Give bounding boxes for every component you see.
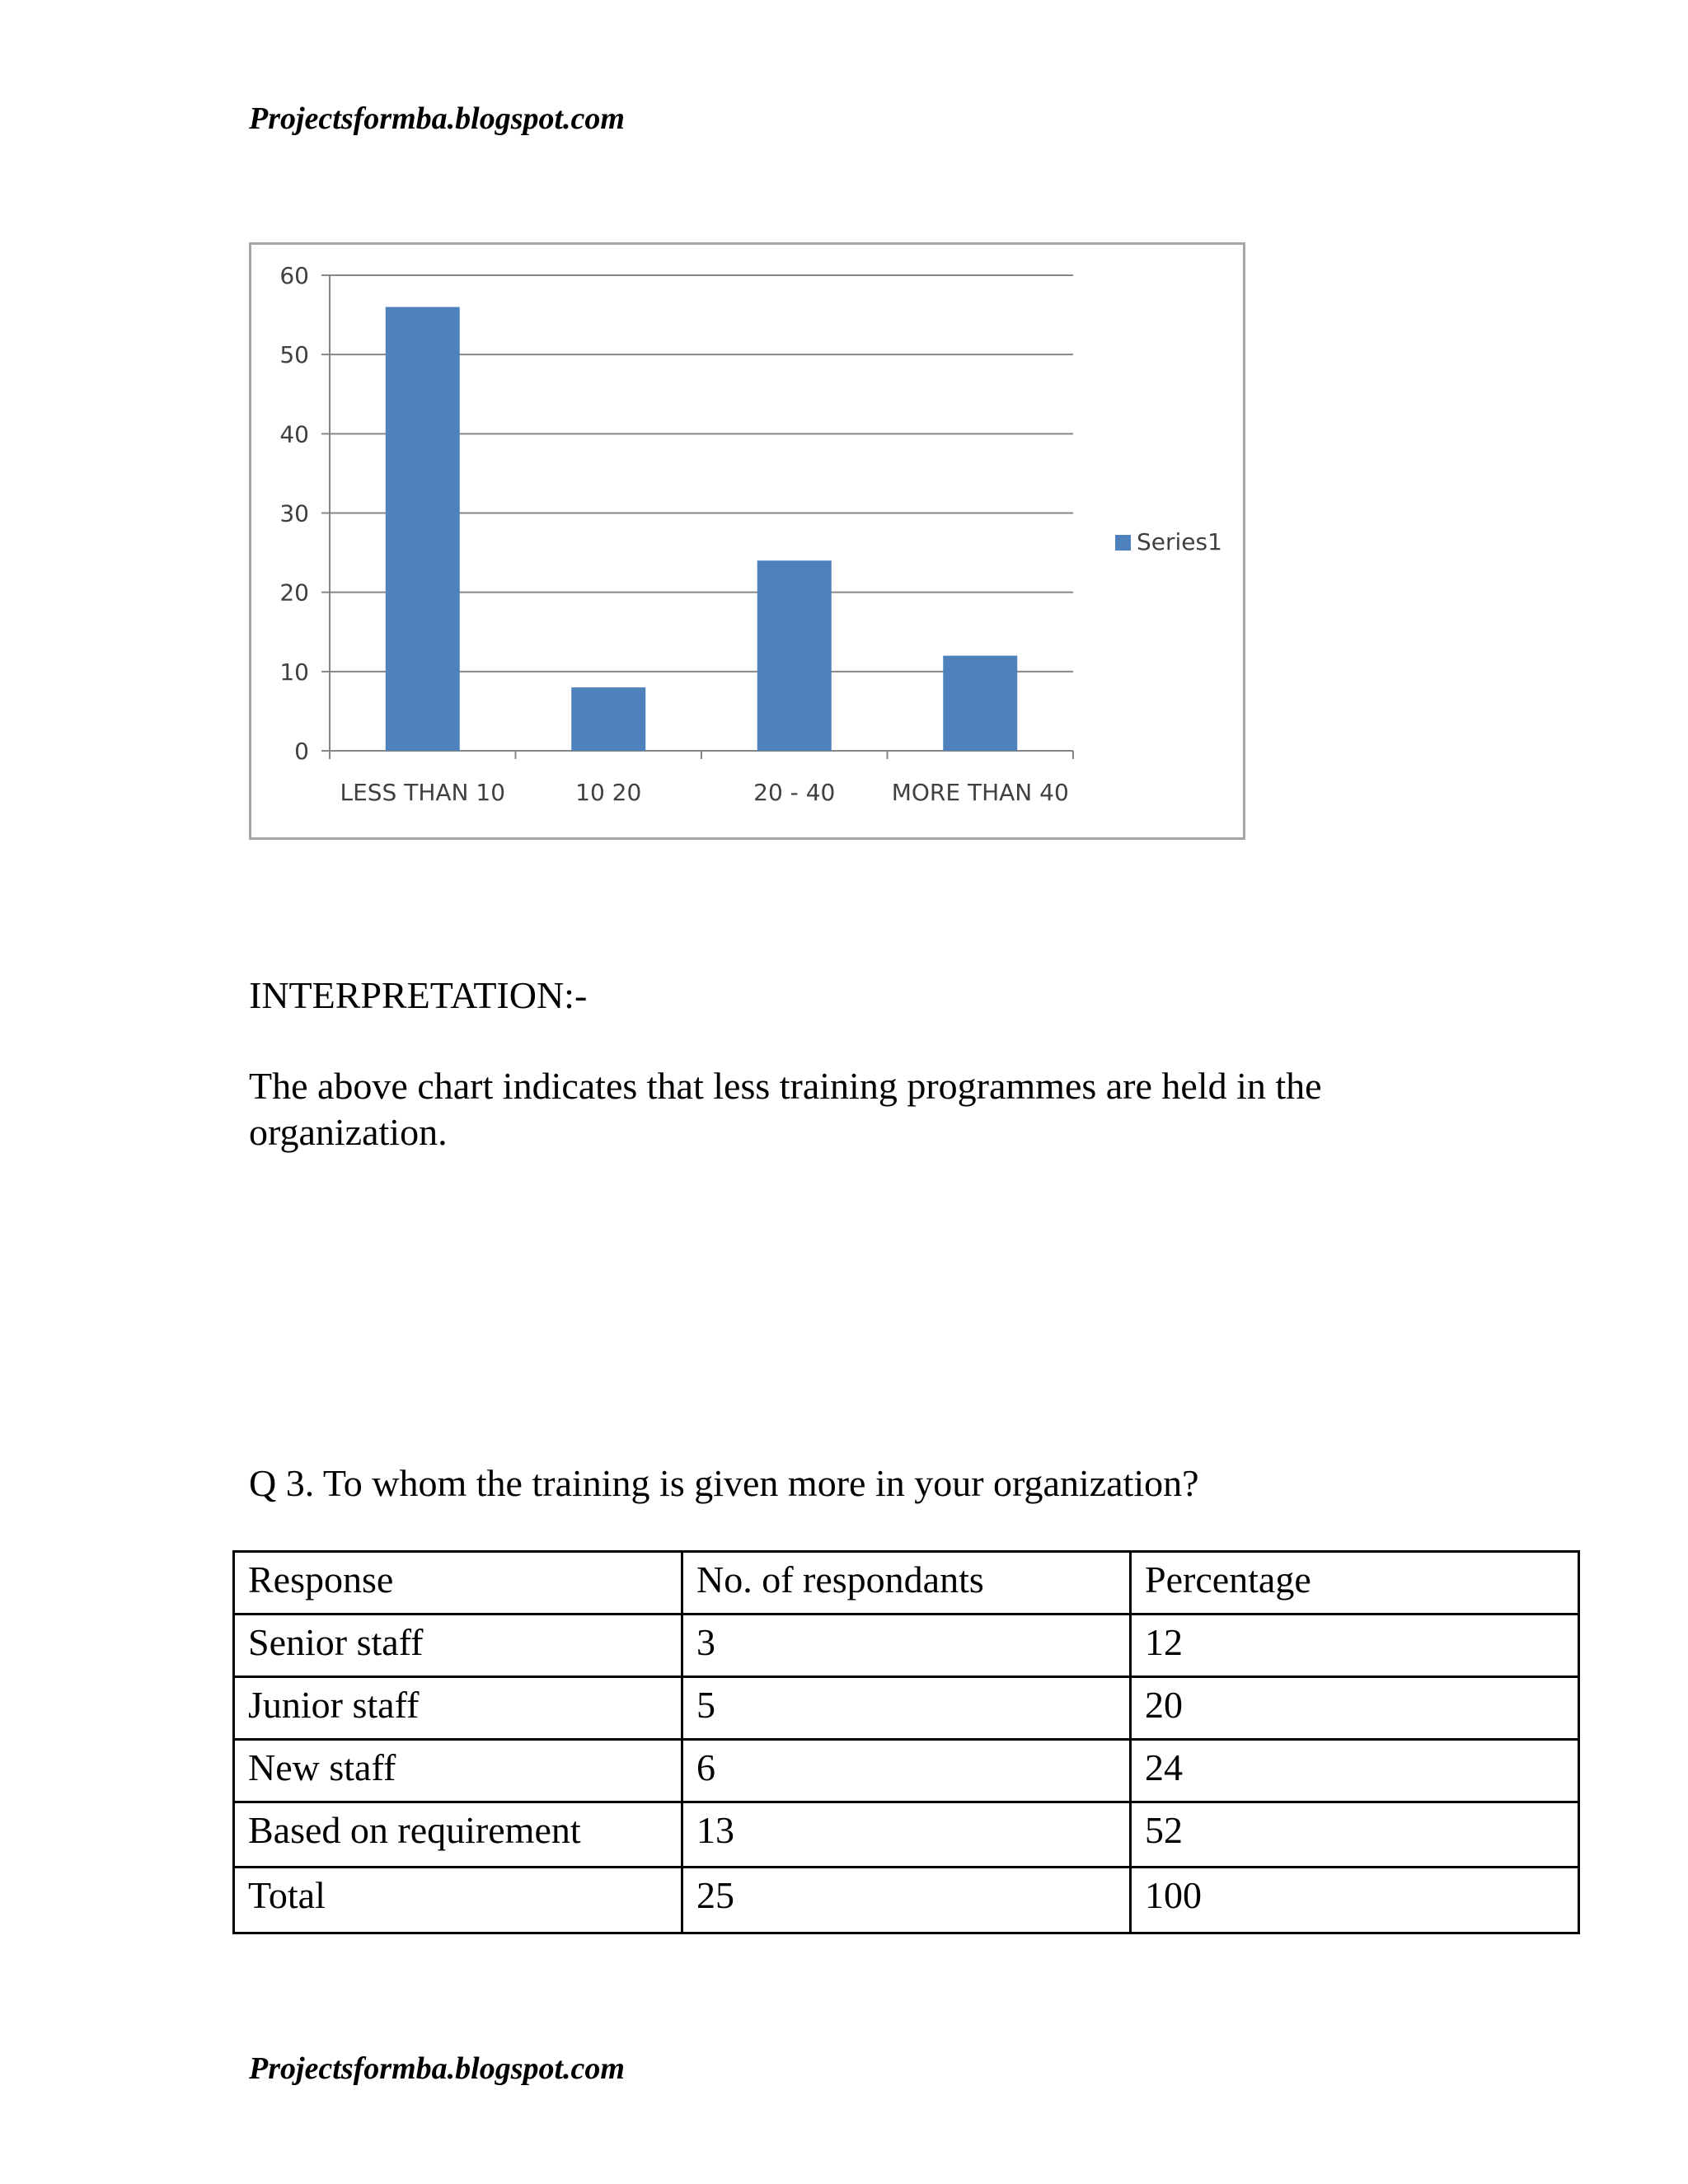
y-tick-label: 50 [279,341,309,369]
table-cell: Total [234,1868,682,1933]
y-tick-label: 60 [279,262,309,289]
bar-chart-svg [251,245,1243,837]
table-row [234,1615,1579,1677]
x-tick-label: LESS THAN 10 [340,779,506,806]
interpretation-heading: INTERPRETATION:- [249,974,588,1016]
table-cell: 6 [682,1740,1131,1802]
x-tick-label: 10 20 [575,779,642,806]
bar [571,687,645,751]
table-cell: 13 [682,1802,1131,1868]
table-cell: Senior staff [234,1615,682,1677]
page-header-site: Projectsformba.blogspot.com [249,101,625,136]
table-header-cell: No. of respondants [682,1552,1131,1615]
table-cell: Junior staff [234,1677,682,1740]
bar [943,656,1017,751]
table-cell: 25 [682,1868,1131,1933]
y-tick-label: 20 [279,579,309,607]
table-row [234,1740,1579,1802]
y-tick-label: 30 [279,499,309,527]
y-tick-label: 40 [279,420,309,448]
bar-chart [249,242,1245,840]
table-row [234,1677,1579,1740]
question-text: Q 3. To whom the training is given more in your organization? [249,1462,1199,1504]
table-cell: Based on requirement [234,1802,682,1868]
table-cell: 3 [682,1615,1131,1677]
table-header-cell: Response [234,1552,682,1615]
legend-swatch [1115,535,1131,551]
bar [386,307,460,751]
y-tick-label: 10 [279,658,309,686]
table-cell: 20 [1131,1677,1579,1740]
interpretation-text: The above chart indicates that less training programmes are held in the organization. [249,1065,1322,1153]
x-tick-label: 20 - 40 [753,779,836,806]
table-cell: New staff [234,1740,682,1802]
x-tick-label: MORE THAN 40 [891,779,1069,806]
page-footer-site: Projectsformba.blogspot.com [249,2051,625,2086]
table-cell: 100 [1131,1868,1579,1933]
legend-label: Series1 [1137,528,1222,555]
table-cell: 52 [1131,1802,1579,1868]
response-table [232,1550,1580,1934]
table-cell: 5 [682,1677,1131,1740]
table-row [234,1802,1579,1868]
table-header-cell: Percentage [1131,1552,1579,1615]
table-header-row [234,1552,1579,1615]
bar [757,560,832,751]
table-cell: 12 [1131,1615,1579,1677]
y-tick-label: 0 [294,738,309,765]
table-cell: 24 [1131,1740,1579,1802]
table-row [234,1868,1579,1933]
